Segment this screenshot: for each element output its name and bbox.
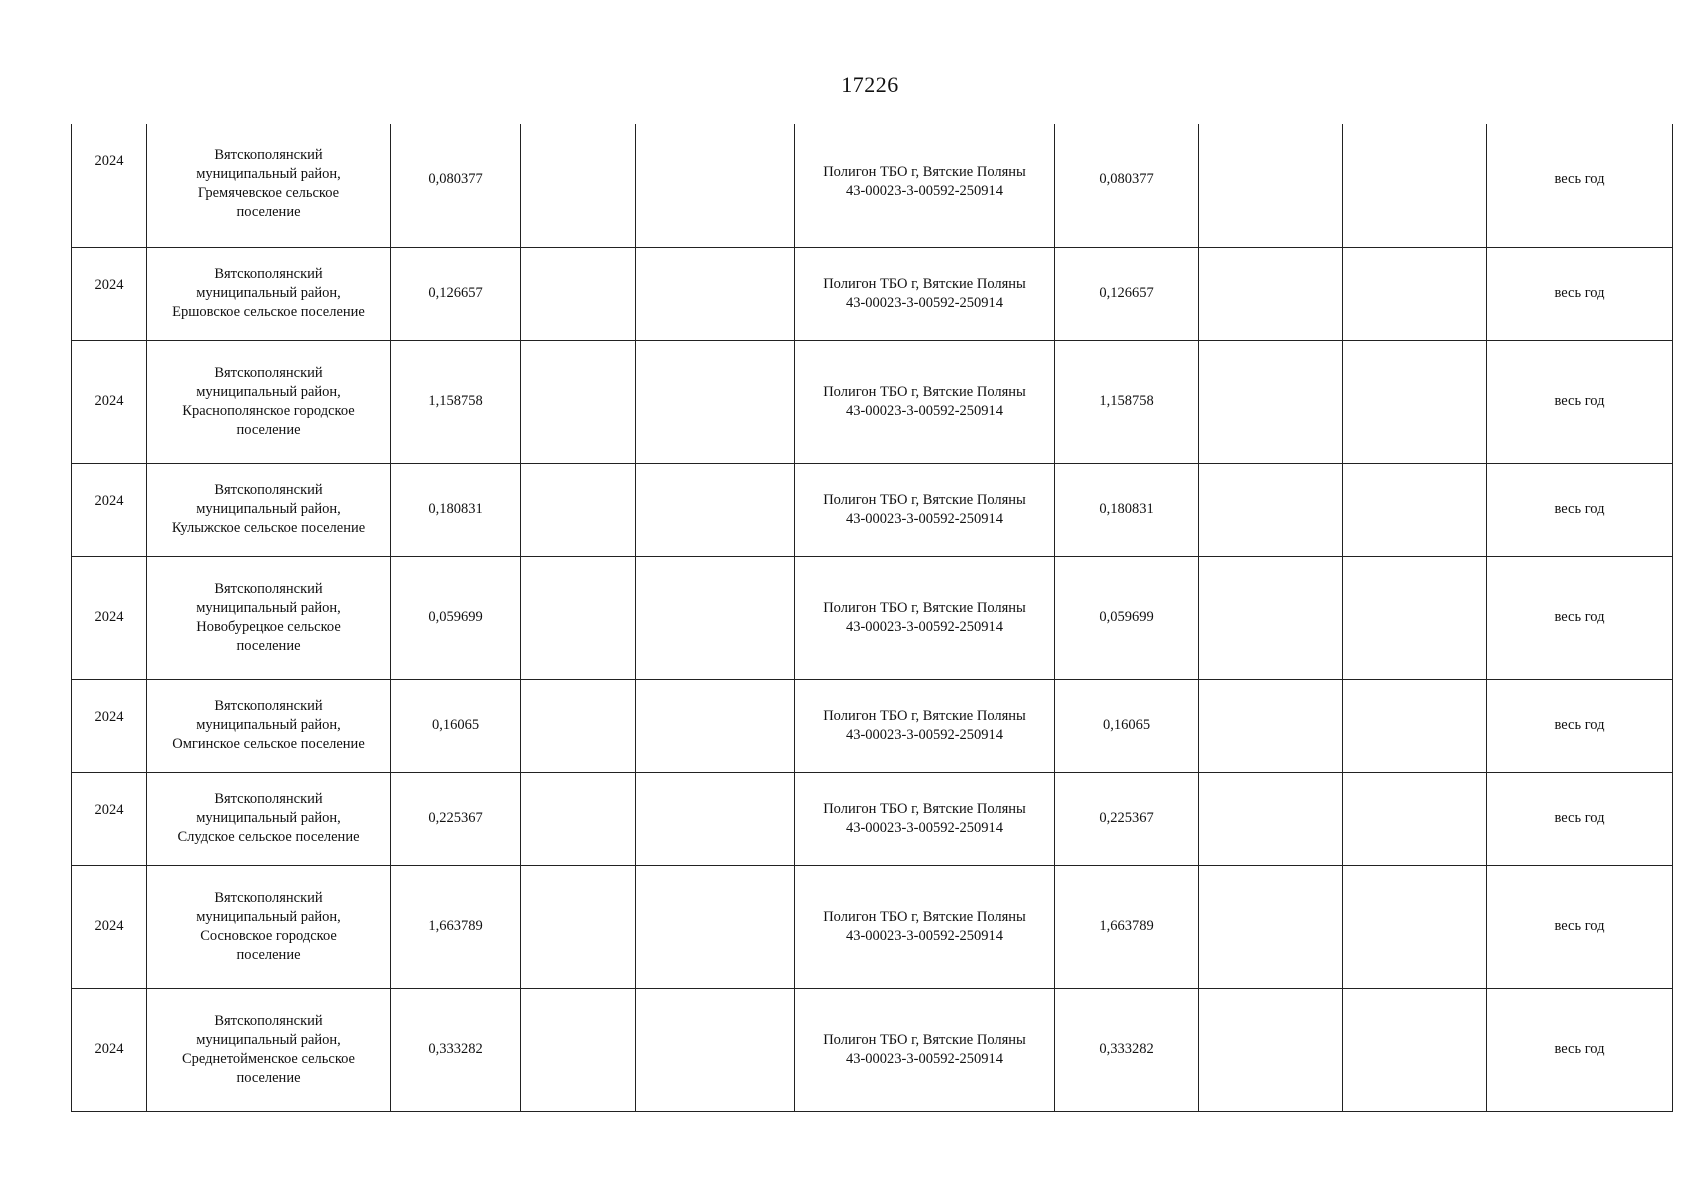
amount-cell: 1,158758 bbox=[391, 340, 521, 463]
empty-cell bbox=[636, 556, 795, 679]
territory-cell-line: Вятскополянский bbox=[214, 147, 323, 163]
facility-cell-line: 43-00023-3-00592-250914 bbox=[845, 510, 1004, 527]
year-cell: 2024 bbox=[72, 247, 147, 340]
facility-cell-line: 43-00023-3-00592-250914 bbox=[845, 726, 1004, 743]
territory-cell-line: Омгинское сельское поселение bbox=[172, 736, 365, 752]
table-row bbox=[72, 679, 1673, 772]
territory-cell-line: Вятскополянский bbox=[214, 889, 323, 906]
empty-cell bbox=[636, 340, 795, 463]
period-cell: весь год bbox=[1487, 772, 1673, 865]
year-cell: 2024 bbox=[72, 988, 147, 1111]
empty-cell bbox=[636, 865, 795, 988]
empty-cell bbox=[521, 124, 636, 247]
facility-cell bbox=[795, 247, 1055, 340]
table-row bbox=[72, 772, 1673, 865]
facility-cell-line: Полигон ТБО г, Вятские Поляны bbox=[823, 599, 1026, 616]
facility-cell-line: Полигон ТБО г, Вятские Поляны bbox=[823, 707, 1026, 724]
empty-cell bbox=[1343, 247, 1487, 340]
territory-cell bbox=[147, 556, 391, 679]
territory-cell-line: Новобурецкое сельское bbox=[196, 618, 341, 635]
territory-cell-line: муниципальный район, bbox=[196, 166, 341, 182]
empty-cell bbox=[1199, 772, 1343, 865]
empty-cell bbox=[1343, 988, 1487, 1111]
empty-cell bbox=[521, 247, 636, 340]
amount-cell: 1,663789 bbox=[391, 865, 521, 988]
territory-cell-line: Вятскополянский bbox=[214, 1012, 323, 1029]
facility-cell bbox=[795, 463, 1055, 556]
territory-cell-line: муниципальный район, bbox=[196, 1031, 341, 1048]
territory-cell-line: Кулыжское сельское поселение bbox=[171, 520, 366, 536]
empty-cell bbox=[636, 247, 795, 340]
year-cell: 2024 bbox=[72, 463, 147, 556]
empty-cell bbox=[521, 772, 636, 865]
table-body bbox=[72, 124, 1673, 1111]
territory-cell-line: муниципальный район, bbox=[196, 383, 341, 400]
facility-cell-line: Полигон ТБО г, Вятские Поляны bbox=[823, 1031, 1026, 1048]
empty-cell bbox=[1343, 124, 1487, 247]
empty-cell bbox=[636, 463, 795, 556]
empty-cell bbox=[1199, 247, 1343, 340]
territory-cell bbox=[147, 340, 391, 463]
amount-cell: 0,080377 bbox=[391, 124, 521, 247]
year-cell: 2024 bbox=[72, 556, 147, 679]
facility-cell bbox=[795, 340, 1055, 463]
territory-cell-line: поселение bbox=[236, 1069, 301, 1086]
facility-cell-line: 43-00023-3-00592-250914 bbox=[845, 927, 1004, 944]
amount2-cell: 0,225367 bbox=[1055, 772, 1199, 865]
empty-cell bbox=[636, 124, 795, 247]
empty-cell bbox=[521, 679, 636, 772]
period-cell: весь год bbox=[1487, 340, 1673, 463]
amount2-cell: 0,16065 bbox=[1055, 679, 1199, 772]
amount-cell: 0,180831 bbox=[391, 463, 521, 556]
territory-cell bbox=[147, 679, 391, 772]
empty-cell bbox=[1199, 463, 1343, 556]
territory-cell-line: Сосновское городское bbox=[200, 927, 337, 944]
territory-cell-line: муниципальный район, bbox=[196, 285, 341, 301]
territory-cell-line: поселение bbox=[236, 421, 301, 438]
amount2-cell: 0,059699 bbox=[1055, 556, 1199, 679]
empty-cell bbox=[636, 772, 795, 865]
table-row bbox=[72, 124, 1673, 247]
empty-cell bbox=[1343, 463, 1487, 556]
empty-cell bbox=[636, 988, 795, 1111]
period-cell: весь год bbox=[1487, 247, 1673, 340]
facility-cell bbox=[795, 124, 1055, 247]
amount-cell: 0,333282 bbox=[391, 988, 521, 1111]
territory-cell bbox=[147, 124, 391, 247]
territory-cell-line: Гремячевское сельское bbox=[197, 185, 340, 201]
empty-cell bbox=[1343, 865, 1487, 988]
empty-cell bbox=[1199, 988, 1343, 1111]
facility-cell-line: 43-00023-3-00592-250914 bbox=[845, 1050, 1004, 1067]
amount2-cell: 0,126657 bbox=[1055, 247, 1199, 340]
facility-cell bbox=[795, 679, 1055, 772]
territory-cell-line: муниципальный район, bbox=[196, 717, 341, 733]
table-row bbox=[72, 463, 1673, 556]
table-row bbox=[72, 340, 1673, 463]
facility-cell-line: 43-00023-3-00592-250914 bbox=[845, 618, 1004, 635]
empty-cell bbox=[1199, 865, 1343, 988]
amount-cell: 0,059699 bbox=[391, 556, 521, 679]
territory-cell bbox=[147, 865, 391, 988]
year-cell: 2024 bbox=[72, 340, 147, 463]
facility-cell bbox=[795, 556, 1055, 679]
amount2-cell: 0,080377 bbox=[1055, 124, 1199, 247]
period-cell: весь год bbox=[1487, 463, 1673, 556]
empty-cell bbox=[1199, 679, 1343, 772]
territory-cell-line: муниципальный район, bbox=[196, 908, 341, 925]
territory-cell-line: поселение bbox=[236, 204, 301, 220]
empty-cell bbox=[636, 679, 795, 772]
facility-cell-line: Полигон ТБО г, Вятские Поляны bbox=[823, 491, 1026, 508]
amount-cell: 0,225367 bbox=[391, 772, 521, 865]
facility-cell-line: Полигон ТБО г, Вятские Поляны bbox=[823, 908, 1026, 925]
empty-cell bbox=[521, 340, 636, 463]
territory-cell bbox=[147, 772, 391, 865]
territory-cell-line: Вятскополянский bbox=[214, 266, 323, 282]
period-cell: весь год bbox=[1487, 865, 1673, 988]
facility-cell-line: Полигон ТБО г, Вятские Поляны bbox=[823, 800, 1026, 817]
facility-cell-line: Полигон ТБО г, Вятские Поляны bbox=[823, 164, 1026, 180]
year-cell: 2024 bbox=[72, 865, 147, 988]
territory-cell-line: Вятскополянский bbox=[214, 580, 323, 597]
territory-cell bbox=[147, 988, 391, 1111]
empty-cell bbox=[521, 463, 636, 556]
facility-cell-line: 43-00023-3-00592-250914 bbox=[845, 294, 1004, 311]
territory-cell-line: поселение bbox=[236, 946, 301, 963]
period-cell: весь год bbox=[1487, 679, 1673, 772]
table-row bbox=[72, 988, 1673, 1111]
territory-cell-line: Вятскополянский bbox=[214, 698, 323, 714]
period-cell: весь год bbox=[1487, 556, 1673, 679]
facility-cell-line: 43-00023-3-00592-250914 bbox=[845, 183, 1004, 199]
empty-cell bbox=[1199, 556, 1343, 679]
year-cell: 2024 bbox=[72, 772, 147, 865]
empty-cell bbox=[1343, 340, 1487, 463]
period-cell: весь год bbox=[1487, 988, 1673, 1111]
amount-cell: 0,16065 bbox=[391, 679, 521, 772]
waste-table bbox=[71, 124, 1673, 1112]
facility-cell-line: 43-00023-3-00592-250914 bbox=[845, 402, 1004, 419]
amount2-cell: 1,663789 bbox=[1055, 865, 1199, 988]
empty-cell bbox=[1343, 679, 1487, 772]
facility-cell bbox=[795, 988, 1055, 1111]
territory-cell bbox=[147, 463, 391, 556]
table-row bbox=[72, 865, 1673, 988]
territory-cell-line: Среднетойменское сельское bbox=[181, 1050, 355, 1067]
year-cell: 2024 bbox=[72, 679, 147, 772]
table-row bbox=[72, 247, 1673, 340]
territory-cell-line: муниципальный район, bbox=[196, 501, 341, 517]
territory-cell-line: Краснополянское городское bbox=[182, 402, 355, 419]
facility-cell bbox=[795, 865, 1055, 988]
empty-cell bbox=[1199, 340, 1343, 463]
empty-cell bbox=[521, 988, 636, 1111]
empty-cell bbox=[1343, 772, 1487, 865]
page-number: 17226 bbox=[841, 72, 899, 97]
facility-cell-line: Полигон ТБО г, Вятские Поляны bbox=[823, 383, 1026, 400]
facility-cell-line: Полигон ТБО г, Вятские Поляны bbox=[823, 275, 1026, 292]
territory-cell-line: Слудское сельское поселение bbox=[177, 829, 360, 845]
empty-cell bbox=[1199, 124, 1343, 247]
territory-cell-line: Вятскополянский bbox=[214, 791, 323, 807]
facility-cell-line: 43-00023-3-00592-250914 bbox=[845, 819, 1004, 836]
empty-cell bbox=[1343, 556, 1487, 679]
amount2-cell: 1,158758 bbox=[1055, 340, 1199, 463]
amount2-cell: 0,333282 bbox=[1055, 988, 1199, 1111]
table-row bbox=[72, 556, 1673, 679]
territory-cell bbox=[147, 247, 391, 340]
territory-cell-line: муниципальный район, bbox=[196, 810, 341, 826]
territory-cell-line: Вятскополянский bbox=[214, 482, 323, 498]
territory-cell-line: Ершовское сельское поселение bbox=[172, 304, 365, 320]
territory-cell-line: муниципальный район, bbox=[196, 599, 341, 616]
facility-cell bbox=[795, 772, 1055, 865]
period-cell: весь год bbox=[1487, 124, 1673, 247]
empty-cell bbox=[521, 556, 636, 679]
empty-cell bbox=[521, 865, 636, 988]
amount-cell: 0,126657 bbox=[391, 247, 521, 340]
territory-cell-line: поселение bbox=[236, 637, 301, 654]
year-cell: 2024 bbox=[72, 124, 147, 247]
territory-cell-line: Вятскополянский bbox=[214, 364, 323, 381]
amount2-cell: 0,180831 bbox=[1055, 463, 1199, 556]
